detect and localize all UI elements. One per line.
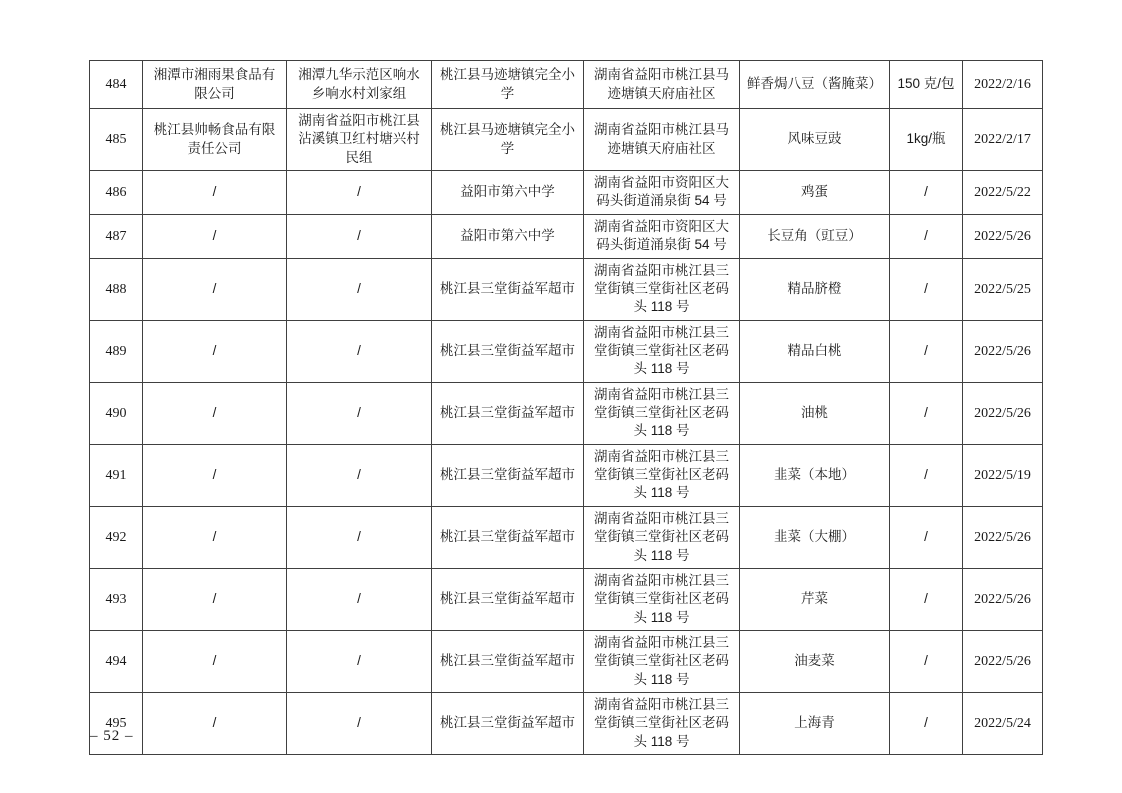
table-cell: / xyxy=(890,568,963,630)
table-cell: / xyxy=(143,320,287,382)
table-cell: 2022/5/26 xyxy=(963,568,1043,630)
table-cell: 485 xyxy=(90,109,143,171)
table-cell: 487 xyxy=(90,214,143,258)
table-cell: / xyxy=(143,568,287,630)
table-cell: / xyxy=(890,506,963,568)
table-cell: 鲜香焗八豆（酱腌菜） xyxy=(740,61,890,109)
table-cell: 2022/5/24 xyxy=(963,693,1043,755)
table-cell: 湖南省益阳市桃江县三堂街镇三堂街社区老码头 118 号 xyxy=(584,444,740,506)
table-cell: / xyxy=(287,568,432,630)
table-cell: / xyxy=(890,258,963,320)
table-cell: 150 克/包 xyxy=(890,61,963,109)
table-cell: 2022/5/26 xyxy=(963,630,1043,692)
table-row xyxy=(90,693,1043,755)
table-cell: / xyxy=(890,382,963,444)
table-cell: 湖南省益阳市资阳区大码头街道涌泉街 54 号 xyxy=(584,214,740,258)
table-cell: / xyxy=(890,693,963,755)
table-cell: 1kg/瓶 xyxy=(890,109,963,171)
table-cell: / xyxy=(287,258,432,320)
table-cell: 484 xyxy=(90,61,143,109)
table-cell: 2022/5/26 xyxy=(963,320,1043,382)
table-row xyxy=(90,444,1043,506)
table-cell: 湖南省益阳市桃江县三堂街镇三堂街社区老码头 118 号 xyxy=(584,382,740,444)
table-cell: / xyxy=(287,506,432,568)
table-cell: 芹菜 xyxy=(740,568,890,630)
table-cell: 精品白桃 xyxy=(740,320,890,382)
table-cell: 494 xyxy=(90,630,143,692)
page-number: – 52 – xyxy=(90,728,134,744)
table-cell: 2022/5/25 xyxy=(963,258,1043,320)
table-cell: 桃江县三堂街益军超市 xyxy=(432,630,584,692)
table-cell: 492 xyxy=(90,506,143,568)
table-cell: / xyxy=(287,171,432,215)
table-cell: / xyxy=(890,630,963,692)
table-cell: / xyxy=(143,693,287,755)
table-cell: 湖南省益阳市桃江县马迹塘镇天府庙社区 xyxy=(584,61,740,109)
table-cell: 493 xyxy=(90,568,143,630)
table-cell: / xyxy=(143,444,287,506)
table-cell: / xyxy=(143,506,287,568)
table-cell: 2022/5/22 xyxy=(963,171,1043,215)
table-cell: 精品脐橙 xyxy=(740,258,890,320)
table-cell: 长豆角（豇豆） xyxy=(740,214,890,258)
table-cell: 湖南省益阳市桃江县三堂街镇三堂街社区老码头 118 号 xyxy=(584,258,740,320)
table-body xyxy=(90,61,1043,755)
table-cell: 489 xyxy=(90,320,143,382)
table-cell: 湖南省益阳市桃江县三堂街镇三堂街社区老码头 118 号 xyxy=(584,693,740,755)
table-cell: 桃江县三堂街益军超市 xyxy=(432,258,584,320)
table-cell: 2022/2/17 xyxy=(963,109,1043,171)
table-cell: 湘潭市湘雨果食品有限公司 xyxy=(143,61,287,109)
table-cell: 湖南省益阳市桃江县三堂街镇三堂街社区老码头 118 号 xyxy=(584,630,740,692)
table-row xyxy=(90,382,1043,444)
table-cell: / xyxy=(287,630,432,692)
table-cell: 491 xyxy=(90,444,143,506)
sampling-records-table xyxy=(89,60,1043,755)
table-cell: / xyxy=(890,214,963,258)
table-cell: 上海青 xyxy=(740,693,890,755)
table-cell: 湘潭九华示范区响水乡响水村刘家组 xyxy=(287,61,432,109)
table-cell: 桃江县三堂街益军超市 xyxy=(432,693,584,755)
table-cell: / xyxy=(143,630,287,692)
table-cell: 桃江县三堂街益军超市 xyxy=(432,382,584,444)
table-cell: 风味豆豉 xyxy=(740,109,890,171)
table-cell: 湖南省益阳市桃江县三堂街镇三堂街社区老码头 118 号 xyxy=(584,506,740,568)
table-cell: 油麦菜 xyxy=(740,630,890,692)
table-cell: 湖南省益阳市资阳区大码头街道涌泉街 54 号 xyxy=(584,171,740,215)
table-cell: 桃江县三堂街益军超市 xyxy=(432,506,584,568)
table-cell: / xyxy=(287,693,432,755)
table-row xyxy=(90,568,1043,630)
table-row xyxy=(90,506,1043,568)
table-cell: 湖南省益阳市桃江县沾溪镇卫红村塘兴村民组 xyxy=(287,109,432,171)
table-cell: 益阳市第六中学 xyxy=(432,214,584,258)
table-row xyxy=(90,61,1043,109)
table-row xyxy=(90,214,1043,258)
table-cell: 桃江县马迹塘镇完全小学 xyxy=(432,61,584,109)
table-cell: 桃江县帅畅食品有限责任公司 xyxy=(143,109,287,171)
table-cell: 湖南省益阳市桃江县马迹塘镇天府庙社区 xyxy=(584,109,740,171)
table-row xyxy=(90,320,1043,382)
table-cell: 2022/5/26 xyxy=(963,382,1043,444)
table-row xyxy=(90,109,1043,171)
table-cell: 486 xyxy=(90,171,143,215)
table-cell: 2022/5/26 xyxy=(963,506,1043,568)
table-row xyxy=(90,258,1043,320)
table-cell: 2022/2/16 xyxy=(963,61,1043,109)
table-cell: 油桃 xyxy=(740,382,890,444)
table-cell: 2022/5/19 xyxy=(963,444,1043,506)
table-cell: 韭菜（大棚） xyxy=(740,506,890,568)
table-cell: 488 xyxy=(90,258,143,320)
table-cell: / xyxy=(890,171,963,215)
table-cell: 桃江县三堂街益军超市 xyxy=(432,568,584,630)
table-cell: 鸡蛋 xyxy=(740,171,890,215)
table-cell: 桃江县三堂街益军超市 xyxy=(432,320,584,382)
table-cell: 湖南省益阳市桃江县三堂街镇三堂街社区老码头 118 号 xyxy=(584,320,740,382)
table-cell: 桃江县三堂街益军超市 xyxy=(432,444,584,506)
table-cell: / xyxy=(143,382,287,444)
table-cell: / xyxy=(287,214,432,258)
table-cell: 韭菜（本地） xyxy=(740,444,890,506)
table-cell: / xyxy=(143,171,287,215)
table-cell: / xyxy=(287,382,432,444)
table-cell: / xyxy=(890,444,963,506)
table-cell: 2022/5/26 xyxy=(963,214,1043,258)
table-cell: 490 xyxy=(90,382,143,444)
table-cell: / xyxy=(890,320,963,382)
table-cell: 495 xyxy=(90,693,143,755)
table-cell: / xyxy=(287,444,432,506)
table-cell: / xyxy=(143,214,287,258)
table-row xyxy=(90,630,1043,692)
table-cell: 湖南省益阳市桃江县三堂街镇三堂街社区老码头 118 号 xyxy=(584,568,740,630)
table-cell: 桃江县马迹塘镇完全小学 xyxy=(432,109,584,171)
table-cell: 益阳市第六中学 xyxy=(432,171,584,215)
table-cell: / xyxy=(143,258,287,320)
table-row xyxy=(90,171,1043,215)
table-cell: / xyxy=(287,320,432,382)
